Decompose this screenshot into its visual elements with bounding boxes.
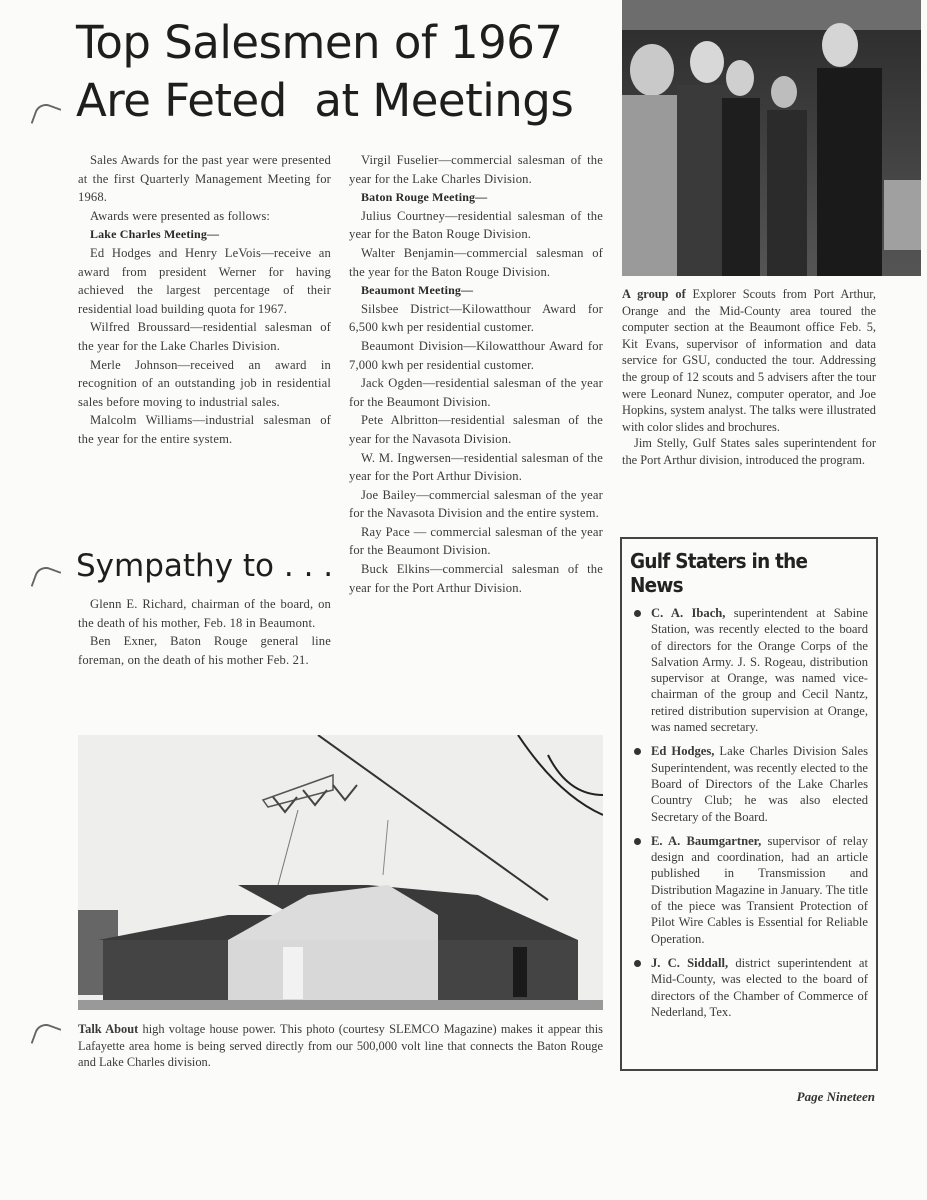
caption-lead: Talk About [78, 1022, 139, 1036]
news-item-text: supervisor of relay design and coordination, had an article published in Transmission and Distribution Magazine in January. The title of the piece was Transient Protection of Pilot Wire Cables is Essential for Reliable Operation. [651, 833, 868, 946]
meeting-subheading: Baton Rouge Meeting— [361, 190, 488, 205]
article-paragraph: Buck Elkins—commercial salesman of the year for the Port Arthur Division. [349, 562, 603, 595]
article-paragraph: Julius Courtney—residential salesman of the year for the Baton Rouge Division. [349, 208, 603, 242]
sympathy-heading: Sympathy to . . . [76, 548, 334, 584]
news-item-text: district superintendent at Mid-County, was elected to the board of directors of the Chamber of Commerce of Nederland, Tex. [651, 955, 868, 1019]
news-item [622, 605, 876, 735]
news-item-text: superintendent at Sabine Station, was recently elected to the board of directors for the Orange Corps of the Salvation Army. J. S. Rogeau, distribution supervisor at Orange, was named vice-chairman of the group and Cecil Nantz, retired distribution supervision at Orange, was named secretary. [651, 606, 868, 735]
meeting-subheading: Beaumont Meeting— [361, 283, 474, 298]
bullet-icon [634, 838, 641, 845]
article-paragraph: Beaumont Division—Kilowatthour Award for 7,000 kwh per residential customer. [349, 338, 603, 372]
news-item [622, 833, 876, 947]
news-box-title: Gulf Staters in the News [630, 549, 808, 597]
scouts-photo-image [622, 0, 921, 276]
binder-hole-mark [31, 1021, 62, 1052]
bullet-icon [634, 960, 641, 967]
explorer-scouts-photo [622, 0, 921, 276]
sympathy-text [78, 595, 331, 669]
bullet-icon [634, 748, 641, 755]
bullet-icon [634, 610, 641, 617]
house-photo-caption [78, 1021, 603, 1071]
article-paragraph: Virgil Fuselier—commercial salesman of the year for the Lake Charles Division. [349, 153, 603, 186]
news-item [622, 955, 876, 1020]
news-item [622, 743, 876, 824]
article-paragraph: Jack Ogden—residential salesman of the year for the Beaumont Division. [349, 376, 603, 409]
article-paragraph: Sales Awards for the past year were presented at the first Quarterly Management Meeting for 1968. [78, 153, 331, 205]
news-item-name: Ed Hodges, [651, 744, 715, 759]
caption-text: Explorer Scouts from Port Arthur, Orange and the Mid-County area toured the computer section at the Beaumont office Feb. 5, Kit Evans, supervisor of information and data service for GSU, conducted the tour. Addressing the group of 12 scouts and 5 advisers after the tour were Leonard Nunez, computer operator, and Joe Hopkins, system analyst. The talks were illustrated with color slides and brochures. [622, 287, 876, 434]
sympathy-paragraph: Ben Exner, Baton Rouge general line foreman, on the death of his mother Feb. 21. [78, 634, 331, 667]
headline-line-1: Top Salesmen of 1967 [76, 16, 563, 69]
news-items [622, 605, 876, 1020]
scouts-photo-caption [622, 286, 876, 469]
house-photo-image [78, 735, 603, 1010]
page-number: Page Nineteen [796, 1089, 875, 1104]
house-power-line-photo [78, 735, 603, 1010]
article-headline [76, 14, 573, 130]
article-paragraph: Wilfred Broussard—residential salesman of the year for the Lake Charles Division. [78, 320, 331, 353]
caption-paragraph-2: Jim Stelly, Gulf States sales superintendent for the Port Arthur division, introduced the program. [622, 436, 876, 467]
meeting-subheading: Lake Charles Meeting— [90, 227, 220, 242]
binder-hole-mark [31, 564, 62, 595]
news-item-name: C. A. Ibach, [651, 606, 726, 620]
article-column-2 [349, 151, 603, 597]
article-paragraph: Ed Hodges and Henry LeVois—receive an award from president Werner for having achieved the largest percentage of their residential load building quota for 1967. [78, 245, 331, 316]
article-paragraph: Walter Benjamin—commercial salesman of the year for the Baton Rouge Division. [349, 245, 603, 279]
article-paragraph: Ray Pace — commercial salesman of the year for the Beaumont Division. [349, 524, 603, 558]
article-paragraph: Malcolm Williams—industrial salesman of the year for the entire system. [78, 413, 331, 446]
news-item-text: Lake Charles Division Sales Superintendent, was recently elected to the Board of Directors of the Lake Charles Country Club; he was also elected Secretary of the Board. [651, 744, 868, 824]
news-item-name: E. A. Baumgartner, [651, 833, 762, 848]
article-paragraph: W. M. Ingwersen—residential salesman of the year for the Port Arthur Division. [349, 450, 603, 484]
sympathy-paragraph: Glenn E. Richard, chairman of the board, on the death of his mother, Feb. 18 in Beaumont. [78, 597, 331, 630]
article-paragraph: Pete Albritton—residential salesman of the year for the Navasota Division. [349, 413, 603, 446]
headline-line-2: Are Feted at Meetings [76, 74, 574, 127]
article-paragraph: Silsbee District—Kilowatthour Award for 6,500 kwh per residential customer. [349, 301, 603, 335]
article-paragraph: Merle Johnson—received an award in recognition of an outstanding job in residential sales before moving to industrial sales. [78, 357, 331, 409]
news-item-name: J. C. Siddall, [651, 955, 729, 970]
gulf-staters-news-box [620, 537, 878, 1071]
binder-hole-mark [31, 101, 62, 132]
caption-text: high voltage house power. This photo (courtesy SLEMCO Magazine) makes it appear this Lafayette area home is being served directly from our 500,000 volt line that connects the Baton Rouge and Lake Charles division. [78, 1022, 603, 1070]
article-paragraph: Joe Bailey—commercial salesman of the year for the Navasota Division and the entire system. [349, 487, 603, 521]
article-paragraph: Awards were presented as follows: [90, 208, 271, 223]
caption-lead: A group of [622, 287, 686, 301]
article-column-1 [78, 151, 331, 449]
